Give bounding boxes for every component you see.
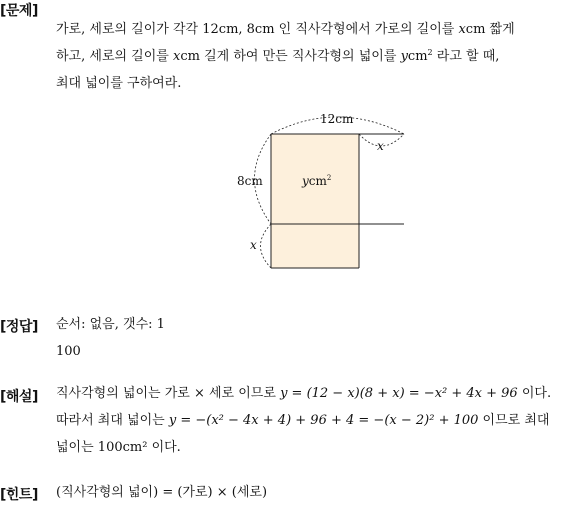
answer-value: 100 <box>56 344 81 359</box>
solution-line-3: 넓이는 100cm² 이다. <box>56 440 181 455</box>
problem-line-3: 최대 넓이를 구하여라. <box>56 76 182 91</box>
hint-label: [힌트] <box>0 487 38 503</box>
hint-text: (직사각형의 넓이) = (가로) × (세로) <box>56 485 268 500</box>
solution-text <box>56 380 551 461</box>
x-left-label: x <box>250 238 257 252</box>
solution-equation-2: y = −(x² − 4x + 4) + 96 + 4 = −(x − 2)² + 100 <box>168 413 479 428</box>
x-top-label: x <box>377 139 384 153</box>
problem-label: [문제] <box>0 3 38 19</box>
area-label: ycm$^2$ <box>302 174 332 188</box>
problem-line-1: 가로, 세로의 길이가 각각 12cm, 8cm 인 직사각형에서 가로의 길이를 xcm 짧게 <box>56 22 515 37</box>
solution-line-2: 따라서 최대 넓이는 y = −(x² − 4x + 4) + 96 + 4 = −(x − 2)² + 100 이므로 최대 <box>56 413 550 428</box>
problem-line-2: 하고, 세로의 길이를 xcm 길게 하여 만든 직사각형의 넓이를 ycm$^2$ 라고 할 때, <box>56 48 500 64</box>
width-label: 12cm <box>320 112 354 126</box>
answer-label: [정답] <box>0 319 38 335</box>
solution-equation-1: y = (12 − x)(8 + x) = −x² + 4x + 96 <box>280 386 518 401</box>
solution-line-1: 직사각형의 넓이는 가로 × 세로 이므로 y = (12 − x)(8 + x) = −x² + 4x + 96 이다. <box>56 386 552 401</box>
rectangle-fill <box>271 134 359 268</box>
solution-label: [해설] <box>0 389 38 405</box>
x-left-arc <box>261 224 272 268</box>
height-label: 8cm <box>237 174 263 188</box>
answer-line-1: 순서: 없음, 갯수: 1 <box>56 317 165 332</box>
answer-text <box>56 311 165 365</box>
